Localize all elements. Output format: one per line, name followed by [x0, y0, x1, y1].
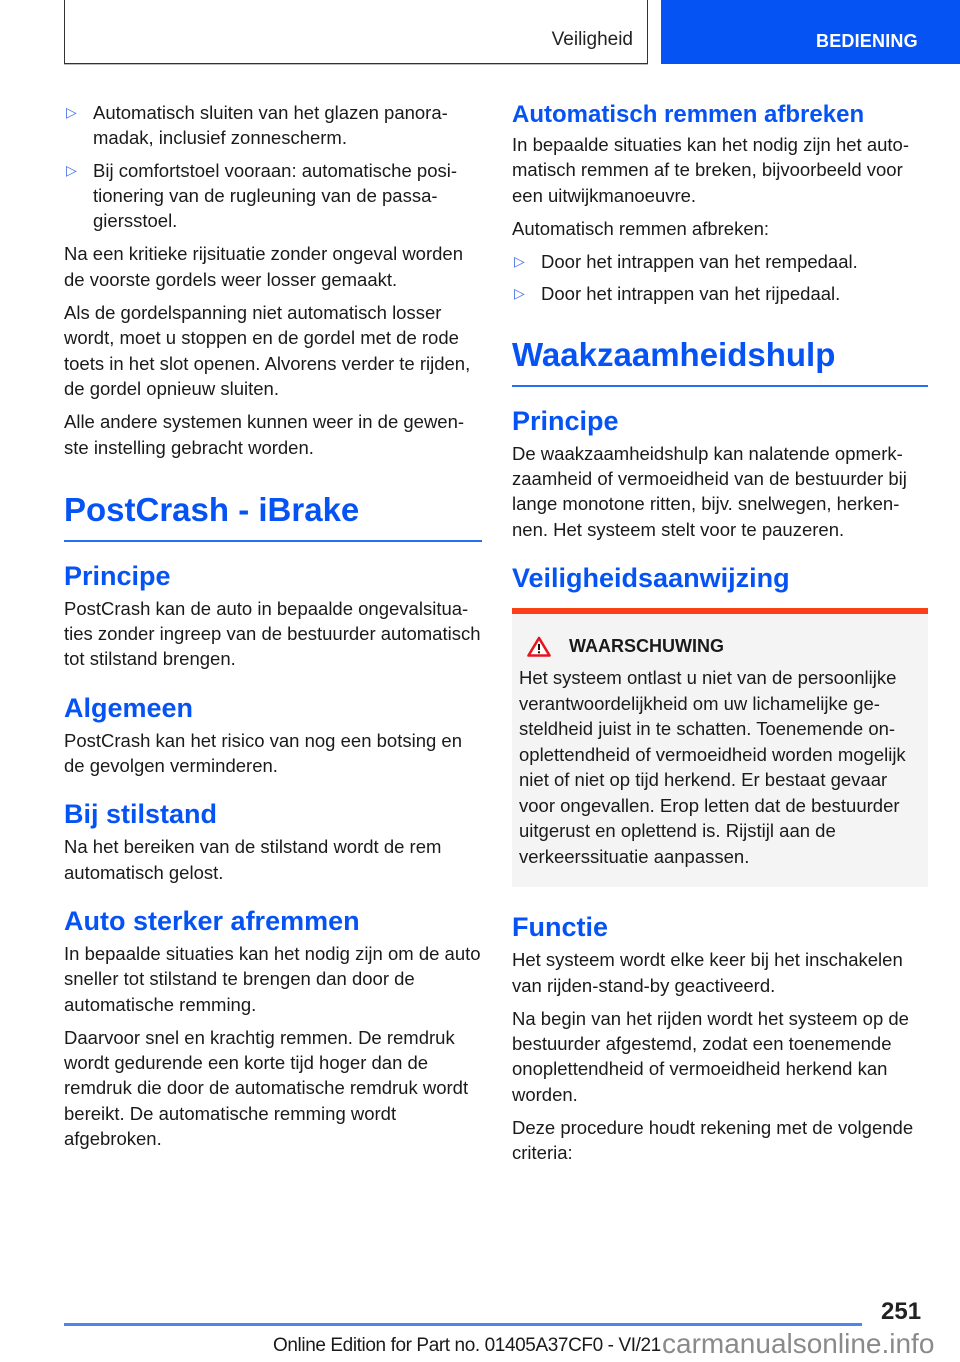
paragraph: Alle andere systemen kunnen weer in de gewenste instelling gebracht worden. — [64, 411, 465, 458]
paragraph: PostCrash kan de auto in bepaalde ongevalsituaties zonder ingreep van de bestuurder automatisch tot stilstand brengen. — [64, 597, 481, 670]
paragraph: Daarvoor snel en krachtig remmen. De remdruk wordt gedurende een korte tijd hoger dan de remdruk die door de automatische remdruk wordt bereikt. De automatische remming wordt afgebroken. — [64, 1026, 469, 1150]
section-title-waakzaamheidshulp: Waakzaamheidshulp — [512, 335, 928, 387]
heading-algemeen: Algemeen — [64, 692, 194, 723]
list-item-text: Bij comfortstoel vooraan: automatische positionering van de rugleuning van de passagiersstoel. — [93, 159, 458, 232]
header-chapter-title: BEDIENING — [816, 31, 918, 51]
paragraph: Automatisch remmen afbreken: — [512, 217, 770, 239]
paragraph: PostCrash kan het risico van nog een botsing en de gevolgen verminderen. — [64, 729, 462, 777]
list-item — [512, 281, 928, 306]
triangle-bullet-icon: ▷ — [514, 253, 525, 270]
watermark-link[interactable]: carmanualsonline.info — [662, 1328, 935, 1359]
paragraph: De waakzaamheidshulp kan nalatende opmerkzaamheid of vermoeidheid van de bestuurder bij lange monotone ritten, bijv. snelwegen, herkennen. Het systeem stelt voor te pauzeren. — [512, 442, 907, 540]
afbreken-list — [512, 249, 928, 307]
paragraph: Als de gordelspanning niet automatisch losser wordt, moet u stoppen en de gordel met de rode toets in het slot openen. Alvorens verder te rijden, de gordel opnieuw sluiten. — [64, 302, 471, 399]
paragraph: Het systeem wordt elke keer bij het inschakelen van rijden-stand-by geactiveerd. — [512, 949, 903, 996]
warning-text: Het systeem ontlast u niet van de persoonlijke verantwoordelijkheid om uw lichamelijke gesteldheid juist in te schatten. Toenemende onoplettendheid of vermoeidheid worden mogelijk niet of niet op tijd herkend. Er bestaat gevaar voor ongevallen. Erop letten dat de bestuurder uitgerust en oplettend is. Rijstijl aan de verkeerssituatie aanpassen. — [519, 667, 906, 867]
triangle-bullet-icon: ▷ — [514, 285, 525, 302]
paragraph: In bepaalde situaties kan het nodig zijn om de auto sneller tot stilstand te brengen dan door de automatische remming. — [64, 942, 481, 1015]
paragraph: In bepaalde situaties kan het nodig zijn het automatisch remmen af te breken, bijvoorbeeld voor een uitwijkmanoeuvre. — [512, 134, 910, 206]
triangle-bullet-icon: ▷ — [66, 104, 77, 120]
warning-label: WAARSCHUWING — [569, 635, 724, 656]
list-item-text: Door het intrappen van het rijpedaal. — [541, 283, 841, 305]
heading-functie: Functie — [512, 912, 609, 943]
page-number: 251 — [881, 1298, 922, 1325]
heading-automatisch-remmen-afbreken: Automatisch remmen afbreken — [512, 101, 865, 128]
triangle-bullet-icon: ▷ — [66, 161, 77, 178]
heading-bij-stilstand: Bij stilstand — [64, 799, 218, 830]
list-item — [64, 158, 482, 234]
paragraph: Na begin van het rijden wordt het systeem op de bestuurder afgestemd, zodat een toenemende onoplettendheid of vermoeidheid herkend kan worden. — [512, 1007, 909, 1105]
header-chapter-tab[interactable] — [661, 0, 960, 64]
list-item — [64, 100, 482, 151]
paragraph: Na een kritieke rijsituatie zonder ongeval worden de voorste gordels weer losser gemaakt. — [64, 243, 463, 290]
list-item — [512, 249, 928, 274]
warning-triangle-icon — [527, 636, 551, 657]
header-section-box — [64, 0, 648, 64]
heading-veiligheidsaanwijzing: Veiligheidsaanwijzing — [512, 562, 790, 593]
section-title-postcrash: PostCrash - iBrake — [64, 490, 482, 542]
footer-edition: Online Edition for Part no. 01405A37CF0 - VI/21 — [273, 1335, 661, 1356]
left-column — [64, 100, 482, 1159]
paragraph: Deze procedure houdt rekening met de volgende criteria: — [512, 1117, 914, 1164]
feature-list — [64, 100, 482, 233]
paragraph: Na het bereiken van de stilstand wordt de rem automatisch gelost. — [64, 836, 442, 883]
warning-title — [519, 634, 921, 659]
heading-principe: Principe — [512, 405, 619, 436]
list-item-text: Automatisch sluiten van het glazen panoramadak, inclusief zonnescherm. — [93, 102, 448, 149]
right-column — [512, 100, 928, 1174]
header-section-title: Veiligheid — [551, 29, 633, 50]
heading-principe: Principe — [64, 560, 171, 591]
footer-divider — [64, 1323, 862, 1326]
warning-box — [512, 608, 928, 887]
heading-auto-sterker-afremmen: Auto sterker afremmen — [64, 905, 360, 936]
list-item-text: Door het intrappen van het rempedaal. — [541, 251, 858, 273]
